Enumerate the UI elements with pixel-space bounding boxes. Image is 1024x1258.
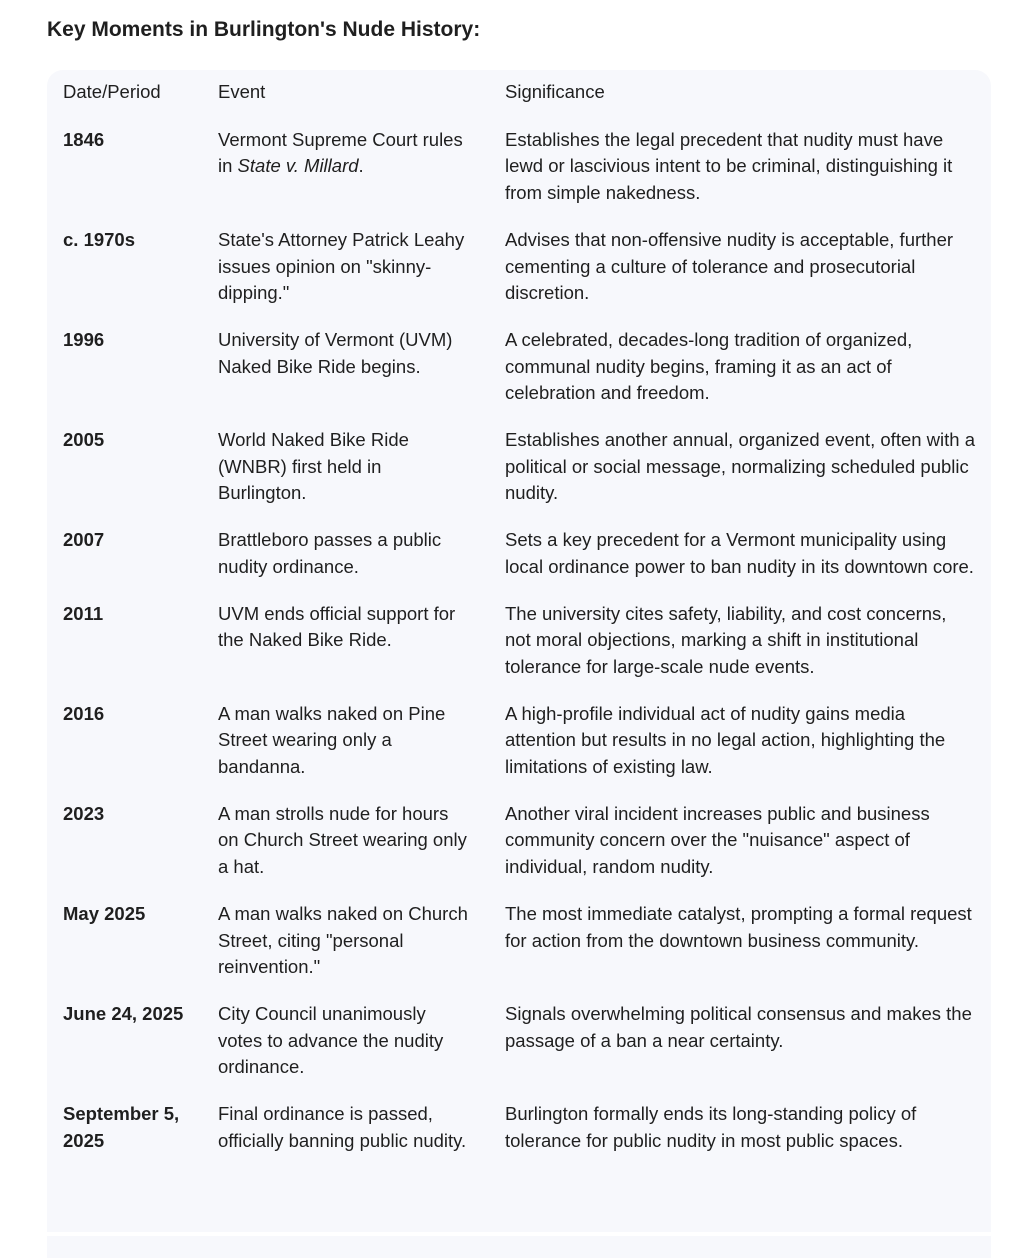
row-date: 2016 bbox=[63, 702, 105, 724]
row-significance: Another viral incident increases public and business community concern over the "nuisance" aspect of individual, random nudity. bbox=[505, 802, 930, 878]
row-significance: Burlington formally ends its long-standing policy of tolerance for public nudity in most public spaces. bbox=[505, 1103, 917, 1151]
row-event: World Naked Bike Ride (WNBR) first held in Burlington. bbox=[218, 429, 409, 504]
row-significance: Advises that non-offensive nudity is acceptable, further cementing a culture of tolerance and prosecutorial discretion. bbox=[505, 228, 954, 304]
row-date: 2011 bbox=[63, 602, 104, 624]
row-date: 1846 bbox=[63, 128, 105, 150]
table-row bbox=[47, 591, 991, 691]
row-date: September 5, 2025 bbox=[63, 1103, 180, 1151]
row-event: A man walks naked on Pine Street wearing only a bandanna. bbox=[218, 702, 446, 778]
row-date: c. 1970s bbox=[63, 228, 136, 250]
row-event: City Council unanimously votes to advance the nudity ordinance. bbox=[218, 1002, 444, 1078]
section-heading: Key Moments in Burlington's Nude History: bbox=[47, 18, 481, 41]
table-row bbox=[47, 217, 991, 317]
row-date: 2005 bbox=[63, 429, 105, 451]
table-row bbox=[47, 417, 991, 517]
row-event: Final ordinance is passed, officially banning public nudity. bbox=[218, 1103, 467, 1151]
row-significance: Sets a key precedent for a Vermont municipality using local ordinance power to ban nudity in its downtown core. bbox=[505, 529, 974, 577]
table-row bbox=[47, 691, 991, 791]
row-event: A man strolls nude for hours on Church Street wearing only a hat. bbox=[218, 802, 467, 878]
column-header-significance: Significance bbox=[505, 81, 605, 102]
row-event: State's Attorney Patrick Leahy issues opinion on "skinny-dipping." bbox=[218, 228, 465, 304]
row-significance: The most immediate catalyst, prompting a formal request for action from the downtown business community. bbox=[505, 902, 972, 951]
table-row bbox=[47, 991, 991, 1091]
table-header-row bbox=[47, 70, 991, 117]
case-name: State v. Millard bbox=[237, 155, 359, 177]
table-row bbox=[47, 517, 991, 590]
column-header-date: Date/Period bbox=[63, 81, 161, 102]
row-date: May 2025 bbox=[63, 902, 146, 924]
history-table bbox=[47, 70, 991, 1165]
column-header-event: Event bbox=[218, 81, 266, 102]
table-row bbox=[47, 1091, 991, 1164]
row-event: University of Vermont (UVM) Naked Bike Ride begins. bbox=[218, 328, 453, 377]
table-row bbox=[47, 317, 991, 417]
row-event-text: Vermont Supreme Court rules in bbox=[218, 128, 463, 177]
table-row bbox=[47, 891, 991, 991]
row-event bbox=[202, 117, 487, 217]
history-table-container bbox=[47, 70, 991, 1232]
row-significance: The university cites safety, liability, and cost concerns, not moral objections, marking a shift in institutional tolerance for large-scale nude events. bbox=[505, 602, 947, 677]
row-significance: A celebrated, decades-long tradition of organized, communal nudity begins, framing it as an act of celebration and freedom. bbox=[505, 328, 913, 404]
row-significance: Signals overwhelming political consensus and makes the passage of a ban a near certainty. bbox=[505, 1002, 972, 1051]
row-event: UVM ends official support for the Naked Bike Ride. bbox=[218, 602, 456, 651]
row-significance: Establishes another annual, organized event, often with a political or social message, normalizing scheduled public nudity. bbox=[505, 429, 976, 504]
table-row bbox=[47, 117, 991, 217]
row-date: 1996 bbox=[63, 328, 105, 350]
row-date: June 24, 2025 bbox=[63, 1002, 184, 1024]
row-event: Brattleboro passes a public nudity ordinance. bbox=[218, 529, 442, 577]
row-significance: Establishes the legal precedent that nudity must have lewd or lascivious intent to be criminal, distinguishing it from simple nakedness. bbox=[505, 128, 953, 204]
row-date: 2023 bbox=[63, 802, 105, 824]
row-event-text-end: . bbox=[358, 155, 364, 177]
next-block-edge bbox=[47, 1236, 991, 1258]
row-date: 2007 bbox=[63, 529, 105, 551]
table-row bbox=[47, 791, 991, 891]
row-significance: A high-profile individual act of nudity gains media attention but results in no legal action, highlighting the limitations of existing law. bbox=[505, 702, 946, 778]
row-event: A man walks naked on Church Street, citing "personal reinvention." bbox=[218, 902, 468, 978]
